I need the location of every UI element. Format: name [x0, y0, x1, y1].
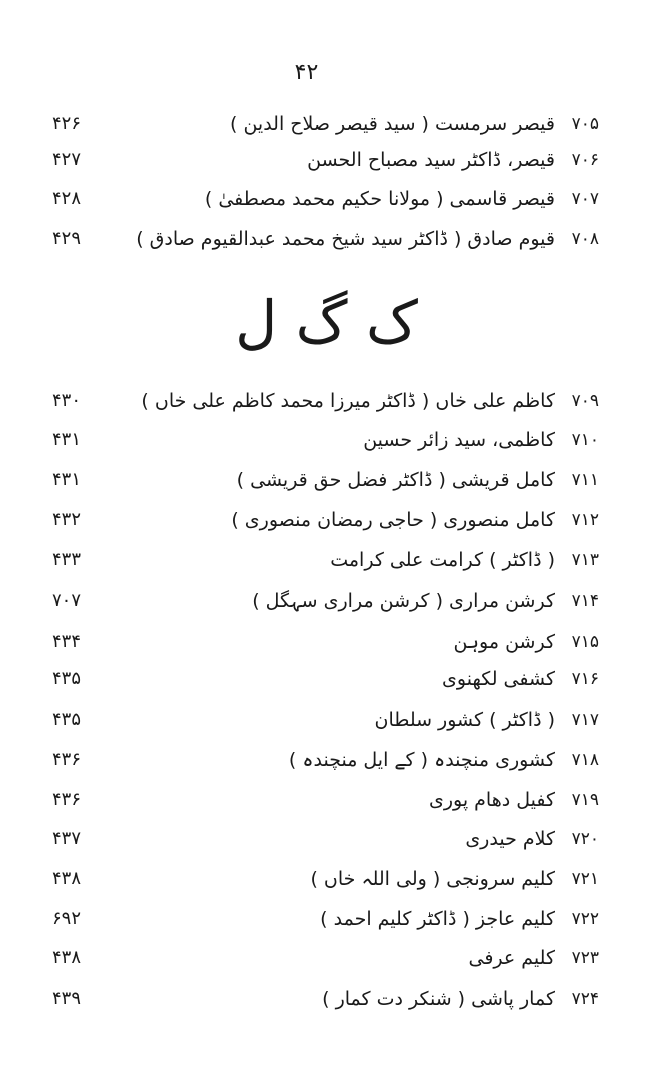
entry-number: ۷۲۳ — [571, 948, 599, 968]
list-item — [0, 664, 653, 694]
entry-number: ۷۰۸ — [571, 229, 599, 249]
entry-title: کفیل دھام پوری — [428, 789, 555, 811]
list-item — [0, 465, 653, 495]
list-item — [0, 943, 653, 973]
entry-title: کاظمی، سید زائر حسین — [363, 429, 555, 451]
entry-number: ۷۱۴ — [571, 591, 599, 611]
list-item — [0, 864, 653, 894]
entry-number: ۷۰۹ — [571, 391, 599, 411]
entry-page: ۴۳۸ — [52, 868, 82, 889]
entry-title: قیصر قاسمی ( مولانا حکیم محمد مصطفیٰ ) — [204, 188, 555, 210]
entry-number: ۷۰۶ — [571, 150, 599, 170]
list-item — [0, 224, 653, 254]
entry-page: ۴۳۰ — [52, 390, 82, 411]
list-item — [0, 145, 653, 175]
section-heading: ک گ ل — [235, 288, 418, 356]
entry-number: ۷۱۰ — [571, 430, 599, 450]
list-item — [0, 184, 653, 214]
entry-title: کرشن موہن — [453, 631, 555, 653]
entry-title: قیوم صادق ( ڈاکٹر سید شیخ محمد عبدالقیوم صادق ) — [136, 228, 555, 250]
entry-title: کامل قریشی ( ڈاکٹر فضل حق قریشی ) — [236, 469, 555, 491]
entry-title: کلام حیدری — [465, 828, 555, 850]
entry-page: ۷۰۷ — [52, 590, 82, 611]
list-item — [0, 109, 653, 139]
entry-title: قیصر، ڈاکٹر سید مصباح الحسن — [307, 149, 555, 171]
entry-number: ۷۱۷ — [571, 710, 599, 730]
entry-title: کلیم سرونجی ( ولی اللہ خاں ) — [310, 868, 555, 890]
entry-title: کشوری منچندہ ( کے ایل منچندہ ) — [288, 749, 555, 771]
entry-number: ۷۱۹ — [571, 790, 599, 810]
entry-number: ۷۲۲ — [571, 909, 599, 929]
entry-number: ۷۱۵ — [571, 632, 599, 652]
entry-page: ۴۳۶ — [52, 749, 82, 770]
list-item — [0, 505, 653, 535]
entry-number: ۷۲۴ — [571, 989, 599, 1009]
entry-title: ( ڈاکٹر ) کرامت علی کرامت — [330, 549, 555, 571]
entry-page: ۴۳۵ — [52, 709, 82, 730]
entry-number: ۷۱۱ — [571, 470, 599, 490]
entry-page: ۴۲۹ — [52, 228, 82, 249]
entry-number: ۷۲۱ — [571, 869, 599, 889]
list-item — [0, 386, 653, 416]
entry-page: ۴۳۵ — [52, 668, 82, 689]
entry-page: ۴۳۳ — [52, 549, 82, 570]
list-item — [0, 586, 653, 616]
list-item — [0, 904, 653, 934]
list-item — [0, 785, 653, 815]
entry-page: ۴۳۱ — [52, 429, 82, 450]
entry-page: ۴۲۶ — [52, 113, 82, 134]
entry-page: ۴۲۸ — [52, 188, 82, 209]
list-item — [0, 425, 653, 455]
entry-page: ۴۳۷ — [52, 828, 82, 849]
list-item — [0, 705, 653, 735]
entry-title: قیصر سرمست ( سید قیصر صلاح الدین ) — [230, 113, 555, 135]
entry-title: کرشن مراری ( کرشن مراری سہگل ) — [252, 590, 555, 612]
entry-number: ۷۱۶ — [571, 669, 599, 689]
list-item — [0, 984, 653, 1014]
entry-number: ۷۱۸ — [571, 750, 599, 770]
entry-page: ۴۳۶ — [52, 789, 82, 810]
list-item — [0, 745, 653, 775]
list-item — [0, 627, 653, 657]
entry-title: ( ڈاکٹر ) کشور سلطان — [374, 709, 555, 731]
entry-number: ۷۱۲ — [571, 510, 599, 530]
entry-title: کلیم عاجز ( ڈاکٹر کلیم احمد ) — [320, 908, 555, 930]
entry-page: ۴۳۸ — [52, 947, 82, 968]
list-item — [0, 545, 653, 575]
entry-title: کامل منصوری ( حاجی رمضان منصوری ) — [231, 509, 555, 531]
entry-page: ۴۲۷ — [52, 149, 82, 170]
entry-number: ۷۰۷ — [571, 189, 599, 209]
entry-title: کمار پاشی ( شنکر دت کمار ) — [322, 988, 555, 1010]
entry-number: ۷۱۳ — [571, 550, 599, 570]
entry-page: ۴۳۹ — [52, 988, 82, 1009]
entry-title: کشفی لکھنوی — [442, 668, 555, 690]
entry-title: کلیم عرفی — [468, 947, 555, 969]
list-item — [0, 824, 653, 854]
entry-page: ۴۳۱ — [52, 469, 82, 490]
entry-number: ۷۲۰ — [571, 829, 599, 849]
entry-page: ۶۹۲ — [52, 908, 82, 929]
entry-number: ۷۰۵ — [571, 114, 599, 134]
entry-title: کاظم علی خاں ( ڈاکٹر میرزا محمد کاظم علی خاں ) — [141, 390, 555, 412]
page-number: ۴۲ — [294, 60, 319, 85]
entry-page: ۴۳۴ — [52, 631, 82, 652]
entry-page: ۴۳۲ — [52, 509, 82, 530]
